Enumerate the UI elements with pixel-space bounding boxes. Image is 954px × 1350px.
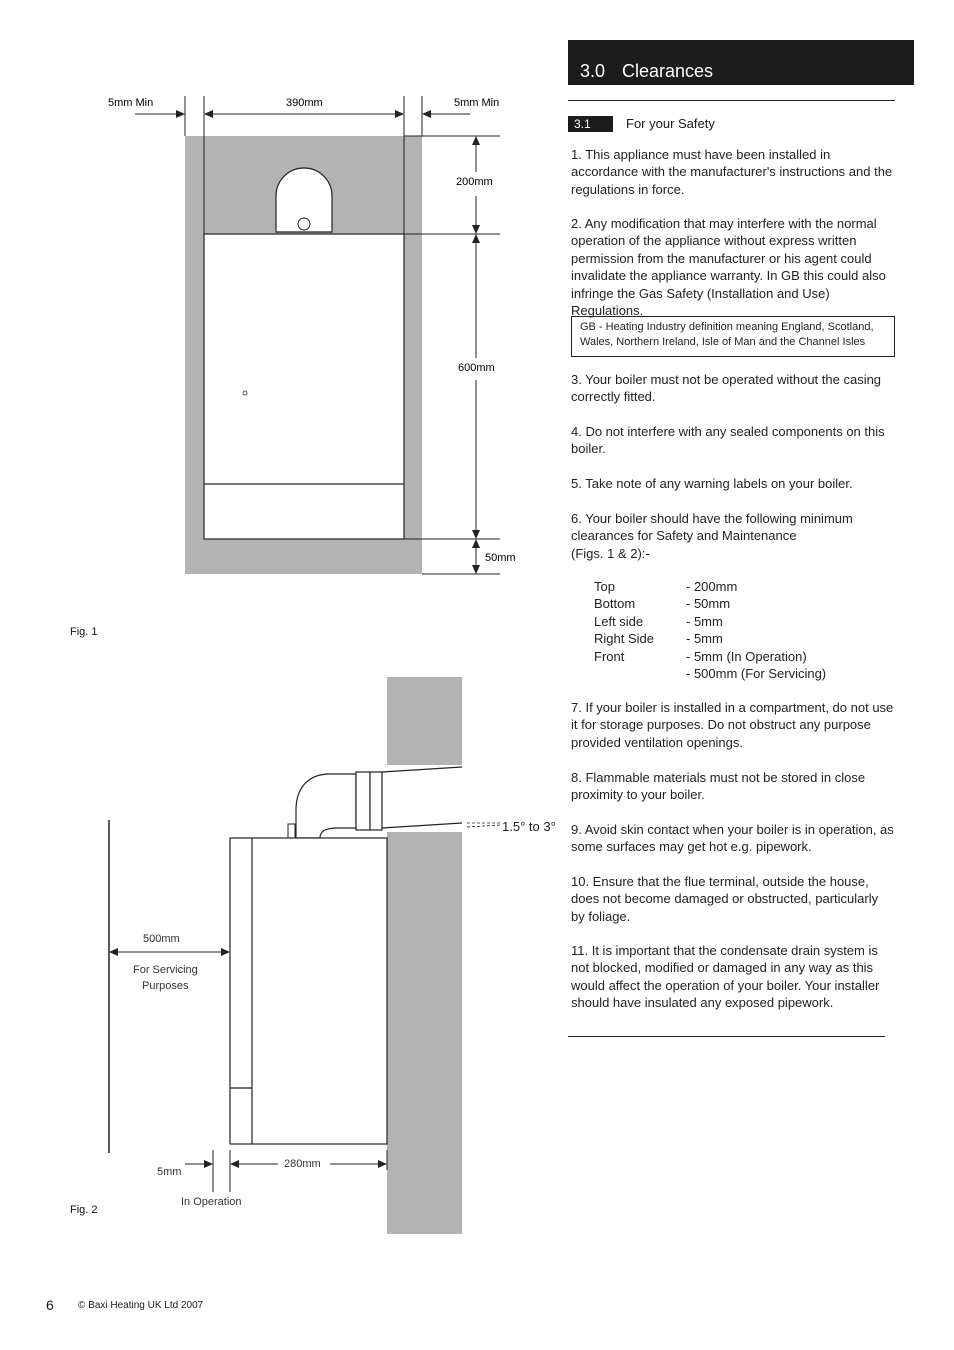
paragraph-1: 1. This appliance must have been installed in accordance with the manufacturer's instructions and the regulations in force. <box>571 147 893 197</box>
figure-1-diagram <box>0 0 560 660</box>
wall-upper <box>387 677 462 765</box>
paragraph-3: 3. Your boiler must not be operated without the casing correctly fitted. <box>571 372 882 405</box>
header-rule <box>568 100 895 101</box>
paragraph-11: 11. It is important that the condensate drain system is not blocked, modified or damaged in any way as this would affect the operation of your boiler. Your installer should have insulated any exposed pipework. <box>571 943 880 1011</box>
section-title: Clearances <box>622 61 714 81</box>
subsection-title: For your Safety <box>626 116 715 131</box>
boiler-side <box>230 838 387 1144</box>
gb-note-box <box>571 316 895 357</box>
flue-outlet-icon <box>298 218 310 230</box>
gb-term: GB <box>580 321 596 333</box>
copyright: © Baxi Heating UK Ltd 2007 <box>78 1300 204 1311</box>
section-number: 3.0 <box>580 61 606 81</box>
paragraph-6: 6. Your boiler should have the following minimum clearances for Safety and Maintenance <box>571 511 853 544</box>
paragraph-4: 4. Do not interfere with any sealed components on this boiler. <box>571 424 885 457</box>
dim-depth: 280mm <box>284 1158 321 1170</box>
flue-collar <box>356 772 370 830</box>
paragraph-7: 7. If your boiler is installed in a compartment, do not use it for storage purposes. Do not obstruct any purpose provided ventilation openings. <box>571 700 894 750</box>
gb-definition: - Heating Industry definition meaning England, Scotland, Wales, Northern Ireland, Isle of Man and the Channel Isles <box>580 321 874 348</box>
dim-right-min: 5mm Min <box>454 97 500 109</box>
flue-angle: 1.5° to 3° <box>502 819 556 834</box>
figure-2-label: Fig. 2 <box>70 1204 98 1216</box>
dim-top: 200mm <box>456 176 493 188</box>
clearances-table <box>594 578 826 682</box>
paragraph-9: 9. Avoid skin contact when your boiler is in operation, as some surfaces may get hot e.g. pipework. <box>571 822 894 855</box>
clearance-row: Bottom - 50mm <box>594 596 731 612</box>
dim-left-min: 5mm Min <box>108 97 154 109</box>
section-header <box>568 40 914 85</box>
figure-1-label: Fig. 1 <box>70 626 98 638</box>
dim-in-operation: In Operation <box>181 1196 242 1208</box>
paragraph-5: 5. Take note of any warning labels on your boiler. <box>571 476 853 491</box>
front-clearance: 500mm <box>143 933 180 945</box>
paragraph-10: 10. Ensure that the flue terminal, outside the house, does not become damaged or obstructed, particularly by foliage. <box>571 874 879 924</box>
wall-lower <box>387 832 462 1234</box>
dim-bottom: 50mm <box>485 552 516 564</box>
flue-elbow-side <box>296 774 356 838</box>
paragraph-8: 8. Flammable materials must not be stored in close proximity to your boiler. <box>571 770 866 803</box>
page-number: 6 <box>46 1297 54 1313</box>
paragraph-6-ref: (Figs. 1 & 2):- <box>571 546 650 561</box>
clearance-row: - 500mm (For Servicing) <box>686 666 827 682</box>
dim-height: 600mm <box>458 362 495 374</box>
boiler-front <box>204 234 404 539</box>
front-note-line1: For Servicing <box>133 964 198 976</box>
front-note-line2: Purposes <box>142 980 189 992</box>
dim-width: 390mm <box>286 97 323 109</box>
end-rule <box>568 1036 885 1037</box>
figure-2-diagram <box>0 660 570 1250</box>
clearance-row: Right Side - 5mm <box>594 631 723 647</box>
clearance-row: Left side - 5mm <box>594 613 723 629</box>
clearance-row: Front - 5mm (In Operation) <box>594 648 807 664</box>
dim-5mm: 5mm <box>157 1166 182 1178</box>
paragraph-2: 2. Any modification that may interfere with the normal operation of the appliance without express written permission from the manufacturer or his agent could invalidate the appliance warranty. In GB this could also infringe the Gas Safety (Installation and Use) Regulations. <box>571 216 886 319</box>
clearance-row: Top - 200mm <box>594 579 738 594</box>
subsection-number: 3.1 <box>568 116 613 132</box>
